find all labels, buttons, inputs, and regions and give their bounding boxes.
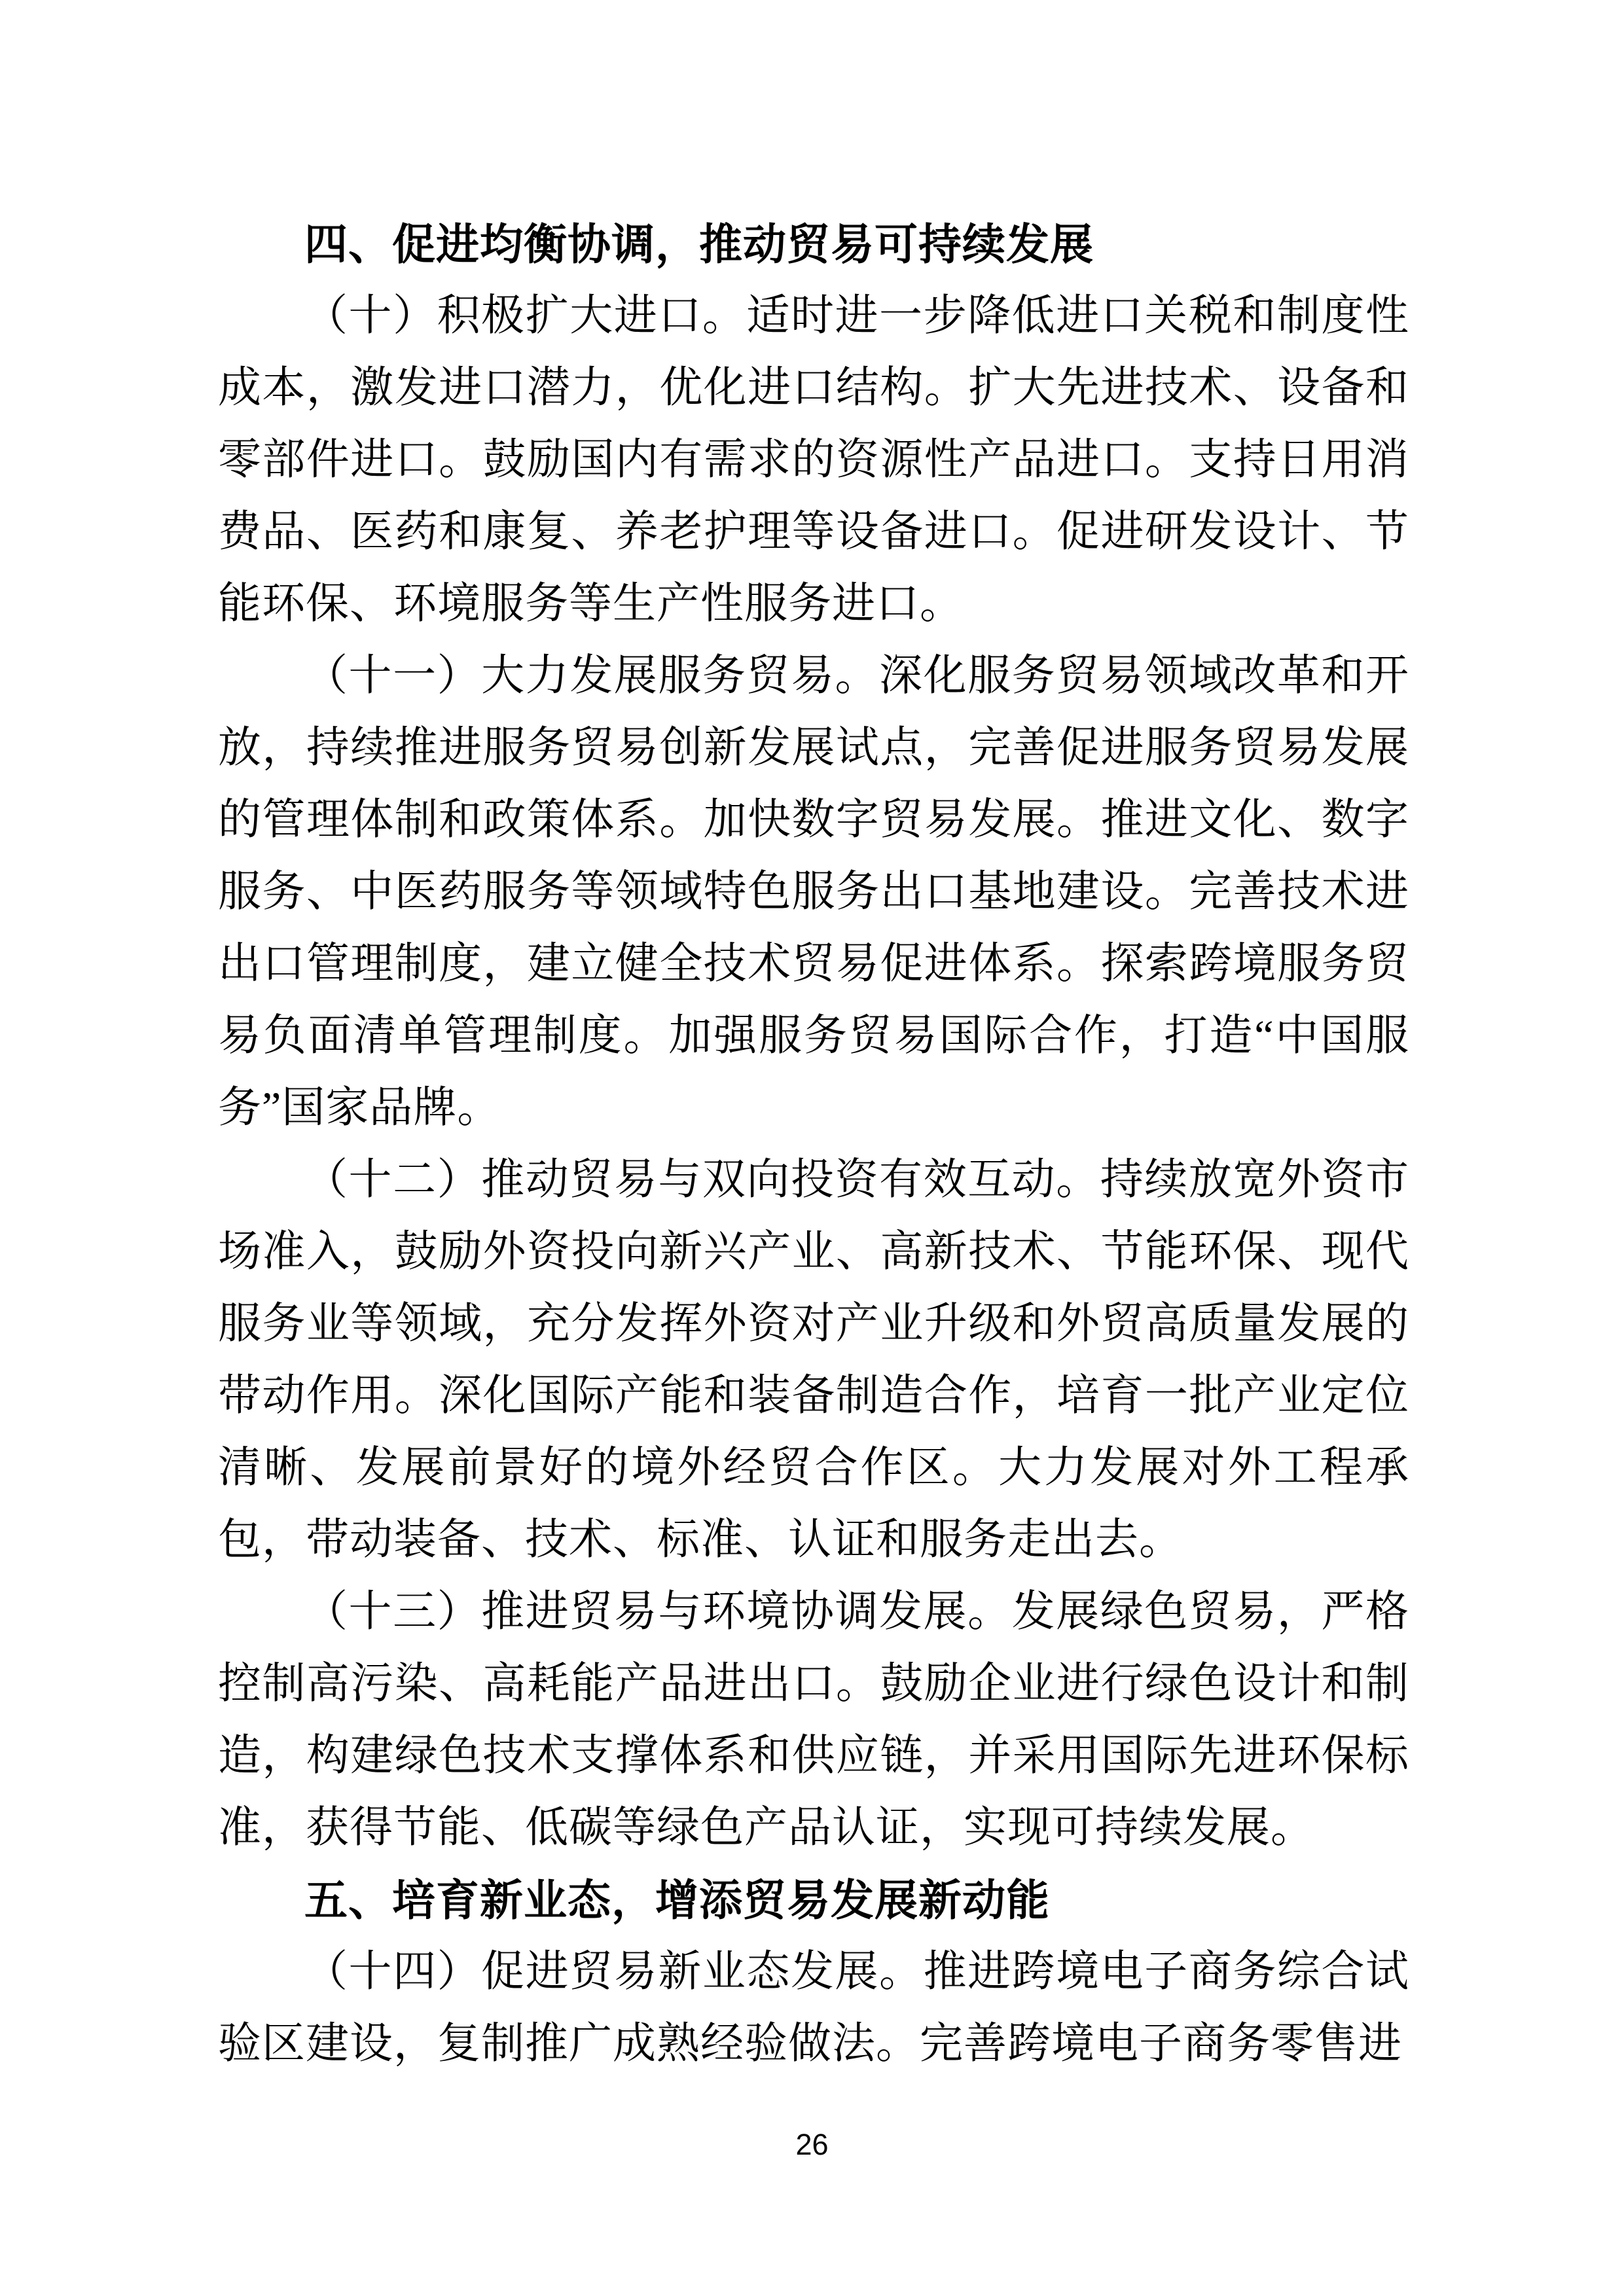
page-content xyxy=(218,208,1409,2080)
paragraph-item-14: （十四）促进贸易新业态发展。推进跨境电子商务综合试验区建设，复制推广成熟经验做法。完善跨境电子商务零售进 xyxy=(218,1948,1409,2068)
section-heading-4: 四、促进均衡协调，推动贸易可持续发展 xyxy=(304,220,1094,268)
section-heading-5: 五、培育新业态，增添贸易发展新动能 xyxy=(304,1876,1050,1924)
paragraph-item-10: （十）积极扩大进口。适时进一步降低进口关税和制度性成本，激发进口潜力，优化进口结构。扩大先进技术、设备和零部件进口。鼓励国内有需求的资源性产品进口。支持日用消费品、医药和康复、养老护理等设备进口。促进研发设计、节能环保、环境服务等生产性服务进口。 xyxy=(218,292,1409,628)
paragraph-item-12: （十二）推动贸易与双向投资有效互动。持续放宽外资市场准入，鼓励外资投向新兴产业、高新技术、节能环保、现代服务业等领域，充分发挥外资对产业升级和外贸高质量发展的带动作用。深化国际产能和装备制造合作，培育一批产业定位清晰、发展前景好的境外经贸合作区。大力发展对外工程承包，带动装备、技术、标准、认证和服务走出去。 xyxy=(218,1156,1409,1564)
paragraph-item-13: （十三）推进贸易与环境协调发展。发展绿色贸易，严格控制高污染、高耗能产品进出口。鼓励企业进行绿色设计和制造，构建绿色技术支撑体系和供应链，并采用国际先进环保标准，获得节能、低碳等绿色产品认证，实现可持续发展。 xyxy=(218,1588,1409,1852)
page-number: 26 xyxy=(795,2128,829,2161)
paragraph-item-11: （十一）大力发展服务贸易。深化服务贸易领域改革和开放，持续推进服务贸易创新发展试点，完善促进服务贸易发展的管理体制和政策体系。加快数字贸易发展。推进文化、数字服务、中医药服务等领域特色服务出口基地建设。完善技术进出口管理制度，建立健全技术贸易促进体系。探索跨境服务贸易负面清单管理制度。加强服务贸易国际合作，打造“中国服务”国家品牌。 xyxy=(218,652,1409,1132)
